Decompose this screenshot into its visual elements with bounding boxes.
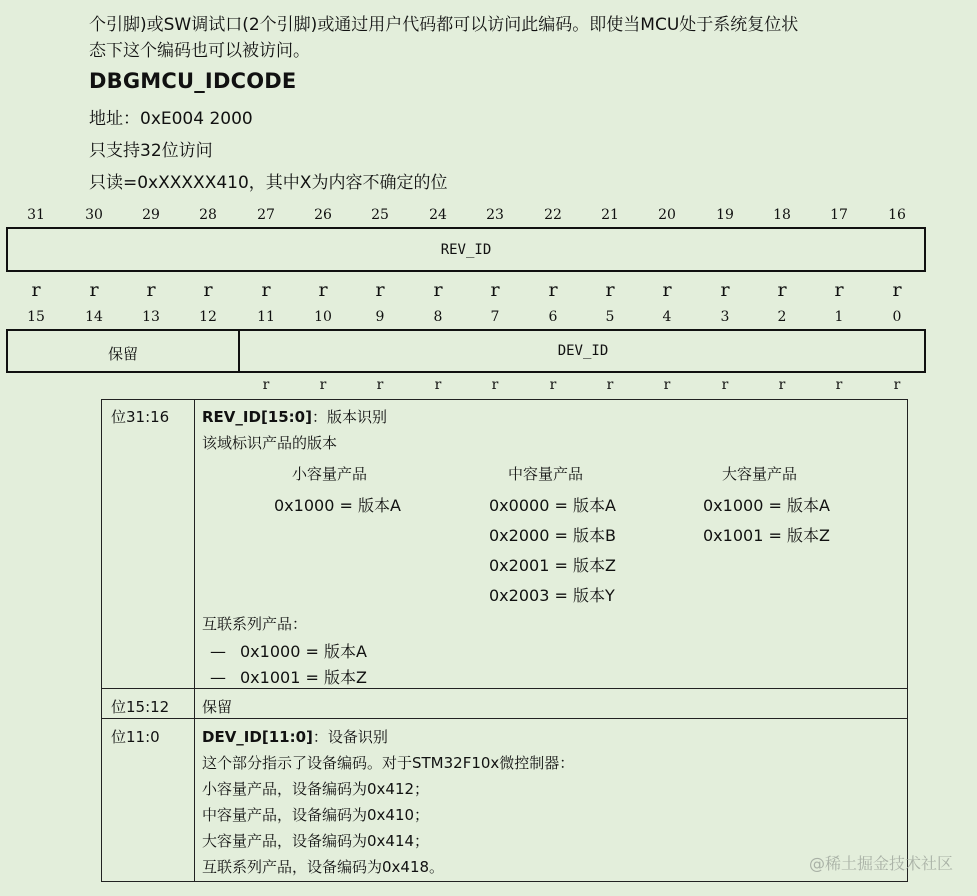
- dev-id-line: 这个部分指示了设备编码。对于STM32F10x微控制器：: [202, 754, 575, 772]
- rev-id-title-suffix: ：版本识别: [311, 408, 387, 426]
- bit-number: 25: [371, 207, 389, 223]
- interconnect-label: 互联系列产品：: [202, 615, 308, 633]
- high-density-item: 0x1001 = 版本Z: [703, 526, 830, 545]
- dash: —: [210, 668, 226, 687]
- row-bits-label: 位11:0: [111, 728, 160, 746]
- interconnect-item-text: 0x1000 = 版本A: [240, 642, 367, 661]
- watermark: @稀土掘金技术社区: [808, 854, 953, 873]
- bit-number: 28: [199, 207, 217, 223]
- bit-number: 4: [662, 309, 672, 325]
- bit-number: 17: [830, 207, 848, 223]
- register-access: 只支持32位访问: [89, 141, 213, 161]
- bit-number: 5: [605, 309, 615, 325]
- low-density-item: 0x1000 = 版本A: [274, 496, 401, 515]
- bit-number: 11: [257, 309, 275, 325]
- medium-density-item: 0x2000 = 版本B: [489, 526, 616, 545]
- bit-number: 13: [142, 309, 160, 325]
- intro-line-1: 个引脚)或SW调试口(2个引脚)或通过用户代码都可以访问此编码。即使当MCU处于系统复位状: [89, 15, 799, 35]
- access-flag: r: [146, 279, 156, 301]
- low-register-box: [6, 329, 926, 373]
- rev-id-field-box: [6, 227, 926, 272]
- bit-description-table: [101, 399, 908, 882]
- access-flag: r: [777, 279, 787, 301]
- high-density-header: 大容量产品: [722, 465, 798, 483]
- register-reset-value: 只读=0xXXXXX410，其中X为内容不确定的位: [89, 173, 448, 193]
- access-flag: r: [778, 377, 786, 393]
- bit-number: 23: [486, 207, 504, 223]
- access-flag: r: [606, 377, 614, 393]
- low-density-header: 小容量产品: [292, 465, 368, 483]
- bit-number: 24: [429, 207, 447, 223]
- bit-number: 8: [433, 309, 443, 325]
- access-flag: r: [262, 377, 270, 393]
- bit-number: 1: [834, 309, 844, 325]
- access-flag: r: [375, 279, 385, 301]
- bit-number: 30: [85, 207, 103, 223]
- access-flag: r: [663, 377, 671, 393]
- table-column-divider: [194, 400, 195, 881]
- access-flag: r: [89, 279, 99, 301]
- access-flag: r: [834, 279, 844, 301]
- row-bits-label: 位15:12: [111, 698, 170, 716]
- bit-number: 20: [658, 207, 676, 223]
- access-flag: r: [549, 377, 557, 393]
- rev-id-description: 该域标识产品的版本: [202, 434, 338, 452]
- row-bits-label: 位31:16: [111, 408, 170, 426]
- bit-number: 27: [257, 207, 275, 223]
- dev-id-line: 大容量产品，设备编码为0x414；: [202, 832, 430, 850]
- bit-number: 29: [142, 207, 160, 223]
- access-flag: r: [261, 279, 271, 301]
- access-flag: r: [376, 377, 384, 393]
- bit-number: 19: [716, 207, 734, 223]
- bit-number: 12: [199, 309, 217, 325]
- register-name: DBGMCU_IDCODE: [89, 69, 297, 93]
- bit-number: 9: [375, 309, 385, 325]
- table-row-divider: [102, 718, 907, 719]
- access-flag: r: [721, 377, 729, 393]
- access-flag: r: [491, 377, 499, 393]
- access-flag: r: [318, 279, 328, 301]
- reserved-field-label: 保留: [107, 345, 138, 363]
- access-flag: r: [433, 279, 443, 301]
- bit-number: 31: [27, 207, 45, 223]
- intro-line-2: 态下这个编码也可以被访问。: [89, 41, 310, 61]
- bit-number: 26: [314, 207, 332, 223]
- interconnect-item-text: 0x1001 = 版本Z: [240, 668, 367, 687]
- bit-number: 16: [888, 207, 906, 223]
- interconnect-item: [210, 665, 367, 688]
- access-flag: r: [490, 279, 500, 301]
- access-flag: r: [662, 279, 672, 301]
- bit-number: 10: [314, 309, 332, 325]
- rev-id-title-name: REV_ID[15:0]: [202, 408, 312, 426]
- access-flag: r: [548, 279, 558, 301]
- bit-number: 14: [85, 309, 103, 325]
- dev-id-title-suffix: ：设备识别: [312, 728, 388, 746]
- medium-density-header: 中容量产品: [508, 465, 584, 483]
- rev-id-title: [202, 406, 387, 427]
- bit-number: 2: [777, 309, 787, 325]
- bit-number: 21: [601, 207, 619, 223]
- register-address: 地址：0xE004 2000: [89, 109, 253, 129]
- bit-number: 3: [720, 309, 730, 325]
- access-flag: r: [605, 279, 615, 301]
- interconnect-item: [210, 639, 367, 662]
- reserved-description: 保留: [202, 698, 233, 716]
- access-flag: r: [720, 279, 730, 301]
- access-flag: r: [835, 377, 843, 393]
- dev-id-line: 小容量产品，设备编码为0x412；: [202, 780, 430, 798]
- medium-density-item: 0x0000 = 版本A: [489, 496, 616, 515]
- bit-number: 6: [548, 309, 558, 325]
- bit-number: 0: [892, 309, 902, 325]
- dev-id-title: [202, 726, 388, 747]
- access-flag: r: [893, 377, 901, 393]
- high-density-item: 0x1000 = 版本A: [703, 496, 830, 515]
- dev-id-title-name: DEV_ID[11:0]: [202, 728, 313, 746]
- dev-id-field-label: DEV_ID: [557, 343, 609, 359]
- access-flag: r: [203, 279, 213, 301]
- table-row-divider: [102, 688, 907, 689]
- medium-density-item: 0x2001 = 版本Z: [489, 556, 616, 575]
- bit-number: 18: [773, 207, 791, 223]
- rev-id-field-label: REV_ID: [440, 242, 492, 258]
- access-flag: r: [319, 377, 327, 393]
- access-flag: r: [892, 279, 902, 301]
- dash: —: [210, 642, 226, 661]
- medium-density-item: 0x2003 = 版本Y: [489, 586, 615, 605]
- dev-id-line: 互联系列产品，设备编码为0x418。: [202, 858, 445, 876]
- dev-id-line: 中容量产品，设备编码为0x410；: [202, 806, 430, 824]
- reserved-field-box: [8, 331, 240, 371]
- access-flag: r: [434, 377, 442, 393]
- bit-number: 7: [490, 309, 500, 325]
- bit-number: 15: [27, 309, 45, 325]
- access-flag: r: [31, 279, 41, 301]
- bit-number: 22: [544, 207, 562, 223]
